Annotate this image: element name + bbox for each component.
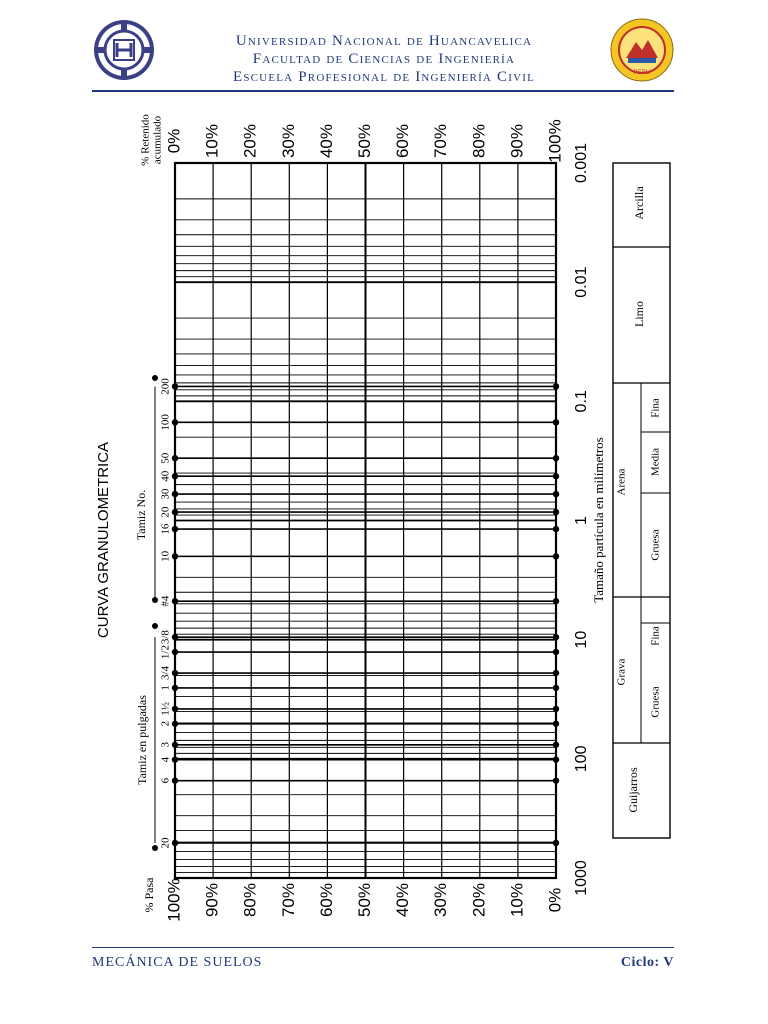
x-tick-label: 1000 <box>573 860 591 896</box>
cycle-label: Ciclo: V <box>620 955 674 970</box>
class-guijarros: Guijarros <box>625 767 640 813</box>
y-left-tick-label: 90% <box>202 882 222 918</box>
sieve-dot <box>172 598 178 604</box>
sieve-inch-label: 3 <box>159 742 172 748</box>
sieve-dot <box>553 670 559 676</box>
sieve-inch-label: 1½ <box>159 702 172 716</box>
y-left-tick-label: 100% <box>164 878 184 922</box>
sieve-dot <box>172 455 178 461</box>
sieve-dot <box>553 455 559 461</box>
sieve-inch-label: 1/2 <box>159 645 172 660</box>
sieve-no-number-label: 40 <box>159 470 172 482</box>
sieve-dot <box>553 553 559 559</box>
sieve-dot <box>553 706 559 712</box>
sieve-dot <box>172 383 178 389</box>
y-left-tick-label: 50% <box>354 882 374 918</box>
sieve-dot <box>553 419 559 425</box>
class-arena: Arena <box>615 468 628 496</box>
sieve-dot <box>172 721 178 727</box>
sieve-dot <box>172 685 178 691</box>
y-left-tick-label: 40% <box>393 882 413 918</box>
university-name: Universidad Nacional de Huancavelica <box>235 33 533 49</box>
sieve-dot <box>553 526 559 532</box>
sieve-dot <box>172 634 178 640</box>
sieve-inch-label: 3/8 <box>159 630 172 645</box>
y-right-tick-label: 0% <box>164 128 184 154</box>
sieve-dot <box>553 383 559 389</box>
y-right-tick-label: 40% <box>316 123 336 159</box>
y-left-tick-label: 30% <box>431 882 451 918</box>
class-limo: Limo <box>631 301 646 327</box>
sieve-no-number-label: 10 <box>159 550 172 562</box>
sieve-scale-dot <box>152 597 158 603</box>
sieve-dot <box>172 649 178 655</box>
sieve-no-number-label: 200 <box>159 378 172 395</box>
y-right-axis-label: % Retenido <box>139 114 152 166</box>
sieve-inch-label: 4 <box>159 756 172 763</box>
sieve-scale-dot <box>152 623 158 629</box>
sieve-inch-label: 20 <box>159 837 172 849</box>
y-left-tick-label: 0% <box>545 887 565 913</box>
sieve-dot <box>553 685 559 691</box>
sieve-dot <box>553 491 559 497</box>
seal-text: PERU <box>633 70 651 76</box>
y-right-tick-label: 80% <box>469 123 489 159</box>
sieve-dot <box>553 840 559 846</box>
x-tick-label: 0.001 <box>573 142 591 184</box>
sieve-dot <box>172 706 178 712</box>
y-right-tick-label: 50% <box>354 123 374 159</box>
sieve-no-number-label: 50 <box>159 452 172 464</box>
class-arcilla: Arcilla <box>631 186 646 220</box>
sieve-dot <box>172 777 178 783</box>
y-right-tick-label: 90% <box>507 123 527 159</box>
sieve-dot <box>172 491 178 497</box>
sieve-dot <box>172 670 178 676</box>
sieve-no-number-label: 100 <box>159 414 172 431</box>
sieve-dot <box>553 777 559 783</box>
y-right-tick-label: 30% <box>278 123 298 159</box>
sieve-dot <box>553 634 559 640</box>
y-left-tick-label: 80% <box>240 882 260 918</box>
y-right-tick-label: 60% <box>393 123 413 159</box>
sieve-dot <box>553 509 559 515</box>
class-grava: Grava <box>615 658 628 686</box>
class-grava-fina: Fina <box>649 626 662 646</box>
chart-title: CURVA GRANULOMETRICA <box>94 441 112 639</box>
x-tick-label: 10 <box>573 630 591 649</box>
class-arena-media: Media <box>649 447 662 477</box>
sieve-dot <box>172 553 178 559</box>
sieve-dot <box>172 473 178 479</box>
sieve-scale-dot <box>152 845 158 851</box>
x-tick-label: 1 <box>573 516 591 525</box>
x-tick-label: 0.1 <box>573 390 591 413</box>
x-tick-label: 100 <box>573 745 591 773</box>
sieve-inch-label: 1 <box>159 685 172 691</box>
y-right-axis-label: acumulado <box>151 115 164 165</box>
y-left-tick-label: 70% <box>278 882 298 918</box>
class-grava-gruesa: Gruesa <box>649 686 662 718</box>
sieve-dot <box>553 598 559 604</box>
y-left-tick-label: 10% <box>507 882 527 918</box>
class-arena-gruesa: Gruesa <box>649 529 662 561</box>
footer-divider <box>92 947 674 948</box>
sieve-dot <box>172 756 178 762</box>
sieve-no-number-label: 30 <box>159 488 172 500</box>
sieve-dot <box>553 649 559 655</box>
y-right-tick-label: 100% <box>545 119 565 163</box>
sieve-dot <box>172 419 178 425</box>
sieve-no-label: Tamiz No. <box>133 489 148 541</box>
sieve-inch-label: 6 <box>159 777 172 784</box>
y-right-tick-label: 20% <box>240 123 260 159</box>
sieve-no-number-label: 16 <box>159 523 172 535</box>
y-left-axis-label: % Pasa <box>141 877 156 913</box>
class-arena-fina: Fina <box>649 398 662 418</box>
y-left-tick-label: 20% <box>469 882 489 918</box>
sieve-dot <box>553 742 559 748</box>
sieve-inches-label: Tamiz en pulgadas <box>134 695 149 785</box>
x-axis-label: Tamaño partícula en milímetros <box>590 437 606 603</box>
y-right-tick-label: 10% <box>202 123 222 159</box>
sieve-dot <box>553 473 559 479</box>
course-name: MECÁNICA DE SUELOS <box>92 955 263 970</box>
faculty-name: Facultad de Ciencias de Ingeniería <box>252 51 516 67</box>
y-right-tick-label: 70% <box>431 123 451 159</box>
y-left-tick-label: 60% <box>316 882 336 918</box>
sieve-dot <box>553 721 559 727</box>
sieve-dot <box>553 756 559 762</box>
school-name: Escuela Profesional de Ingeniería Civil <box>232 69 536 85</box>
sieve-dot <box>172 509 178 515</box>
sieve-scale-dot <box>152 375 158 381</box>
sieve-no-number-label: #4 <box>159 595 172 607</box>
sieve-no-number-label: 20 <box>159 506 172 518</box>
sieve-dot <box>172 840 178 846</box>
sieve-dot <box>172 526 178 532</box>
sieve-inch-label: 2 <box>159 721 172 727</box>
x-tick-label: 0.01 <box>573 266 591 298</box>
sieve-dot <box>172 742 178 748</box>
sieve-inch-label: 3/4 <box>159 665 172 681</box>
